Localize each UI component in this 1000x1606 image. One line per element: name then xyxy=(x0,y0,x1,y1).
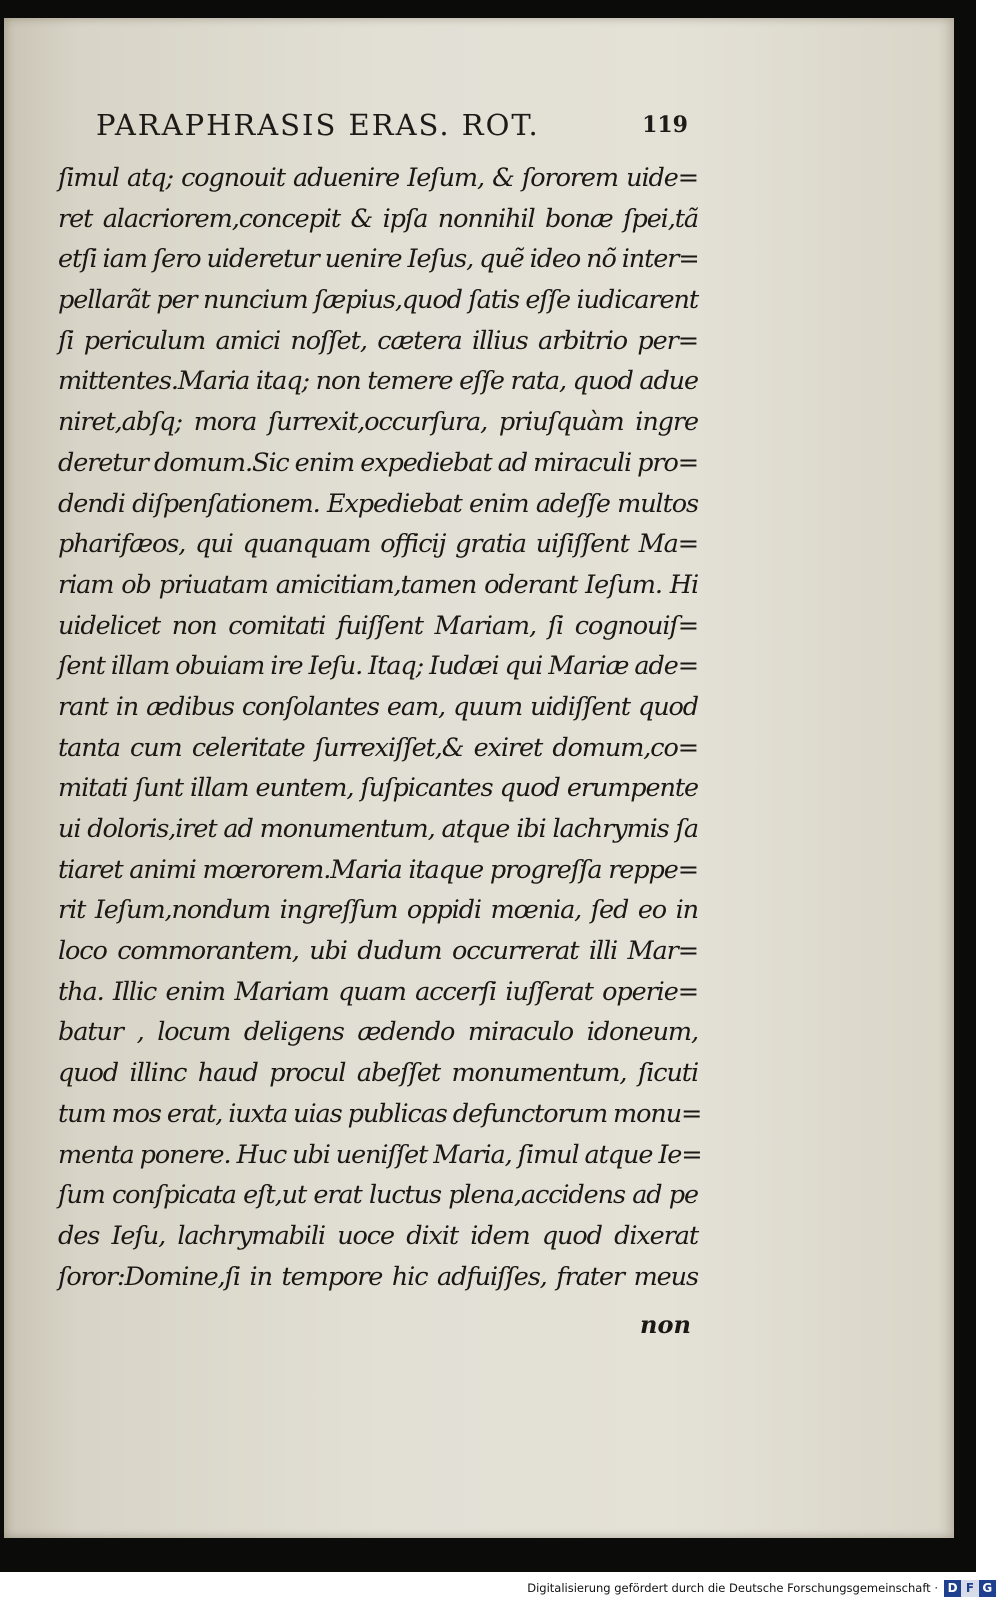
text-line: quod illinc haud procul abeſſet monumentum, ſicuti xyxy=(58,1058,698,1089)
text-line: menta ponere. Huc ubi ueniſſet Maria, ſimul atque Ie= xyxy=(58,1139,702,1170)
text-line: ſoror:Domine,ſi in tempore hic adfuiſſes, frater meus xyxy=(58,1261,698,1292)
page-number: 119 xyxy=(642,112,688,138)
dfg-logo xyxy=(944,1580,996,1597)
text-line: mitati ſunt illam euntem, ſuſpicantes quod erumpente xyxy=(58,773,698,804)
text-line: ſent illam obuiam ire Ieſu. Itaq; Iudæi qui Mariæ ade= xyxy=(58,651,698,682)
text-block xyxy=(58,158,702,1297)
dfg-logo-letter: F xyxy=(961,1580,978,1597)
dfg-logo-letter: D xyxy=(944,1580,961,1597)
text-line: pharifæos, qui quanquam officij gratia uiſiſſent Ma= xyxy=(58,529,698,560)
text-line: ret alacriorem,concepit & ipſa nonnihil bonæ ſpei,tã xyxy=(58,203,698,234)
text-line: niret,abſq; mora ſurrexit,occurſura, priuſquàm ingre xyxy=(58,407,698,438)
text-line: loco commorantem, ubi dudum occurrerat illi Mar= xyxy=(58,936,698,967)
text-line: rit Ieſum,nondum ingreſſum oppidi mœnia, ſed eo in xyxy=(58,895,698,926)
text-line: tanta cum celeritate ſurrexiſſet,& exiret domum,co= xyxy=(58,732,698,763)
catchword: non xyxy=(640,1310,691,1339)
text-line: tha. Illic enim Mariam quam accerſi iuſſerat operie= xyxy=(58,976,698,1007)
text-line: des Ieſu, lachrymabili uoce dixit idem quod dixerat xyxy=(58,1220,698,1251)
text-line: etſi iam ſero uideretur uenire Ieſus, quẽ ideo nõ inter= xyxy=(58,244,699,275)
text-line: uidelicet non comitati fuiſſent Mariam, ſi cognouiſ= xyxy=(58,610,698,641)
text-line: riam ob priuatam amicitiam,tamen oderant Ieſum. Hi xyxy=(58,569,698,600)
text-line: pellarãt per nuncium ſæpius,quod ſatis eſſe iudicarent xyxy=(58,285,698,316)
text-line: ſum conſpicata eſt,ut erat luctus plena,accidens ad pe xyxy=(58,1180,698,1211)
footer-bar xyxy=(0,1572,1000,1606)
digitization-credit: Digitalisierung gefördert durch die Deutsche Forschungsgemeinschaft · xyxy=(527,1581,938,1595)
text-line: dendi diſpenſationem. Expediebat enim adeſſe multos xyxy=(58,488,698,519)
book-page xyxy=(4,18,954,1538)
text-line: ſi periculum amici noſſet, cætera illius arbitrio per= xyxy=(58,325,698,356)
text-line: deretur domum.Sic enim expediebat ad miraculi pro= xyxy=(58,447,698,478)
text-line: ſimul atq; cognouit aduenire Ieſum, & ſororem uide= xyxy=(58,163,698,193)
page-header xyxy=(96,108,696,148)
text-line: mittentes.Maria itaq; non temere eſſe rata, quod adue xyxy=(58,366,698,397)
dfg-logo-letter: G xyxy=(979,1580,996,1597)
text-line: tiaret animi mœrorem.Maria itaque progreſſa reppe= xyxy=(58,854,698,885)
text-line: rant in ædibus conſolantes eam, quum uidiſſent quod xyxy=(58,691,698,722)
text-line: batur , locum deligens ædendo miraculo idoneum, xyxy=(58,1017,698,1048)
running-title: PARAPHRASIS ERAS. ROT. xyxy=(96,108,540,142)
text-line: ui doloris,iret ad monumentum, atque ibi lachrymis ſa xyxy=(58,814,698,844)
text-line: tum mos erat, iuxta uias publicas defunctorum monu= xyxy=(58,1098,702,1129)
